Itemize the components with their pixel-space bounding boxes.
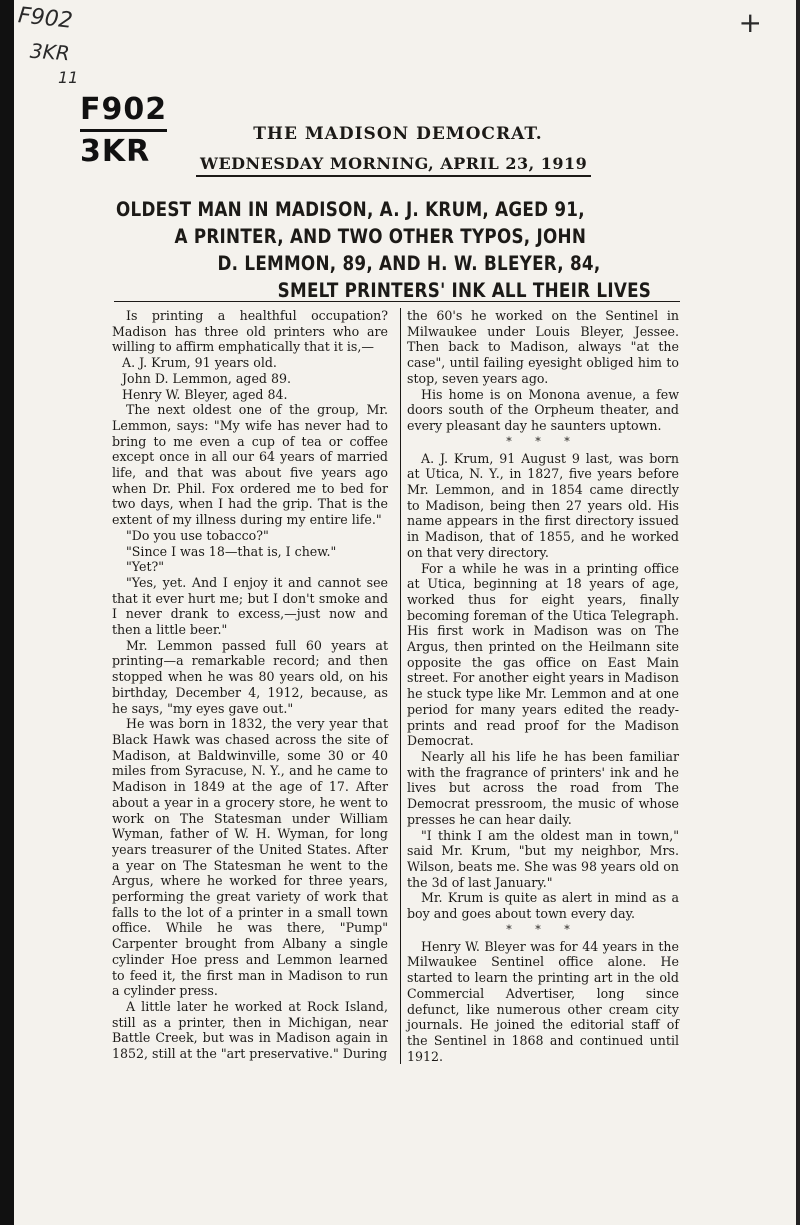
masthead: THE MADISON DEMOCRAT. <box>253 124 543 144</box>
section-separator: * * * <box>506 922 580 936</box>
paragraph: Mr. Krum is quite as alert in mind as a boy and goes about town every day. <box>407 890 679 922</box>
handwritten-plus-mark: + <box>738 6 762 39</box>
paragraph: "Yes, yet. And I enjoy it and cannot see that it ever hurt me; but I don't smoke and I never drank to excess,—just now and then a little beer." <box>112 574 388 638</box>
paragraph: "Yet?" <box>126 559 165 575</box>
call-number-line2: 3KR <box>80 134 151 169</box>
scan-edge-left <box>0 0 14 1225</box>
paragraph: the 60's he worked on the Sentinel in Milwaukee under Louis Bleyer, Jessee. Then back to Madison, always "at the case", until failing eyesight obliged him to stop, seven years ago. <box>407 308 679 386</box>
article-column-left <box>112 308 388 1062</box>
newspaper-clipping <box>108 118 688 1148</box>
paragraph: Mr. Lemmon passed full 60 years at printing—a remarkable record; and then stopped when he was 80 years old, on his birthday, December 4, 1912, because, as he says, "my eyes gave out." <box>112 637 388 716</box>
paragraph: Henry W. Bleyer was for 44 years in the Milwaukee Sentinel office alone. He started to learn the printing art in the old Commercial Advertiser, long since defunct, like numerous other cream city journals. He joined the editorial staff of the Sentinel in 1868 and continued until 1912. <box>407 938 679 1064</box>
headline-line: SMELT PRINTERS' INK ALL THEIR LIVES <box>277 279 652 302</box>
paragraph: The next oldest one of the group, Mr. Lemmon, says: "My wife has never had to bring to me even a cup of tea or coffee except once in all our 64 years of married life, and that was about five years ago when Dr. Phil. Fox ordered me to bed for two days, when I had the grip. That is the extent of my illness during my entire life." <box>112 402 388 528</box>
call-number-line1: F902 <box>80 92 167 132</box>
scan-edge-right <box>796 0 800 1225</box>
article-column-right <box>400 308 679 1064</box>
paragraph: Nearly all his life he has been familiar with the fragrance of printers' ink and he lives but across the road from The Democrat pressroom, the music of whose presses he can hear daily. <box>407 748 679 827</box>
paragraph: His home is on Monona avenue, a few doors south of the Orpheum theater, and every pleasant day he saunters uptown. <box>407 386 679 433</box>
paragraph: A. J. Krum, 91 years old. <box>122 355 277 371</box>
headline-line: D. LEMMON, 89, AND H. W. BLEYER, 84, <box>217 252 601 275</box>
paragraph: Henry W. Bleyer, aged 84. <box>122 386 288 402</box>
paragraph: A little later he worked at Rock Island, still as a printer, then in Michigan, near Battle Creek, but was in Madison again in 1852, still at the "art preservative." During <box>112 998 388 1062</box>
paragraph: Is printing a healthful occupation? Madison has three old printers who are willing to affirm emphatically that it is,— <box>112 308 388 355</box>
handwritten-note-top: F902 <box>16 3 74 34</box>
headline-line: A PRINTER, AND TWO OTHER TYPOS, JOHN <box>174 225 587 248</box>
section-separator: * * * <box>506 434 580 448</box>
paragraph: He was born in 1832, the very year that Black Hawk was chased across the site of Madison, at Baldwinville, some 30 or 40 miles from Syracuse, N. Y., and he came to Madison in 1849 at the age of 17. After about a year in a grocery store, he went to work on The Statesman under William Wyman, father of W. H. Wyman, for long years treasurer of the United States. After a year on The Statesman he went to the Argus, where he worked for three years, performing the great variety of work that falls to the lot of a printer in a small town office. While he was there, "Pump" Carpenter brought from Albany a single cylinder Hoe press and Lemmon learned to feed it, the first man in Madison to run a cylinder press. <box>112 716 388 999</box>
headline <box>116 196 652 304</box>
paragraph: "Since I was 18—that is, I chew." <box>126 543 337 559</box>
paragraph: "Do you use tobacco?" <box>126 527 269 543</box>
paragraph: For a while he was in a printing office at Utica, beginning at 18 years of age, worked thus for eight years, finally becoming foreman of the Utica Telegraph. His first work in Madison was on The Argus, then printed on the Heilmann site opposite the gas office on East Main street. For another eight years in Madison he stuck type like Mr. Lemmon and at one period for many years edited the ready-prints and read proof for the Madison Democrat. <box>407 560 679 749</box>
paragraph: John D. Lemmon, aged 89. <box>122 370 292 386</box>
headline-rule <box>114 301 680 302</box>
handwritten-note-second: 3KR <box>29 38 71 66</box>
dateline: WEDNESDAY MORNING, APRIL 23, 1919 <box>196 154 591 177</box>
handwritten-note-third: 11 <box>58 68 79 87</box>
paragraph: "I think I am the oldest man in town," said Mr. Krum, "but my neighbor, Mrs. Wilson, beats me. She was 98 years old on the 3d of last January." <box>407 827 679 890</box>
headline-line: OLDEST MAN IN MADISON, A. J. KRUM, AGED 91, <box>116 198 585 221</box>
paragraph: A. J. Krum, 91 August 9 last, was born at Utica, N. Y., in 1827, five years before Mr. Lemmon, and in 1854 came directly to Madison, being then 27 years old. His name appears in the first directory issued in Madison, that of 1855, and he worked on that very directory. <box>407 450 679 560</box>
